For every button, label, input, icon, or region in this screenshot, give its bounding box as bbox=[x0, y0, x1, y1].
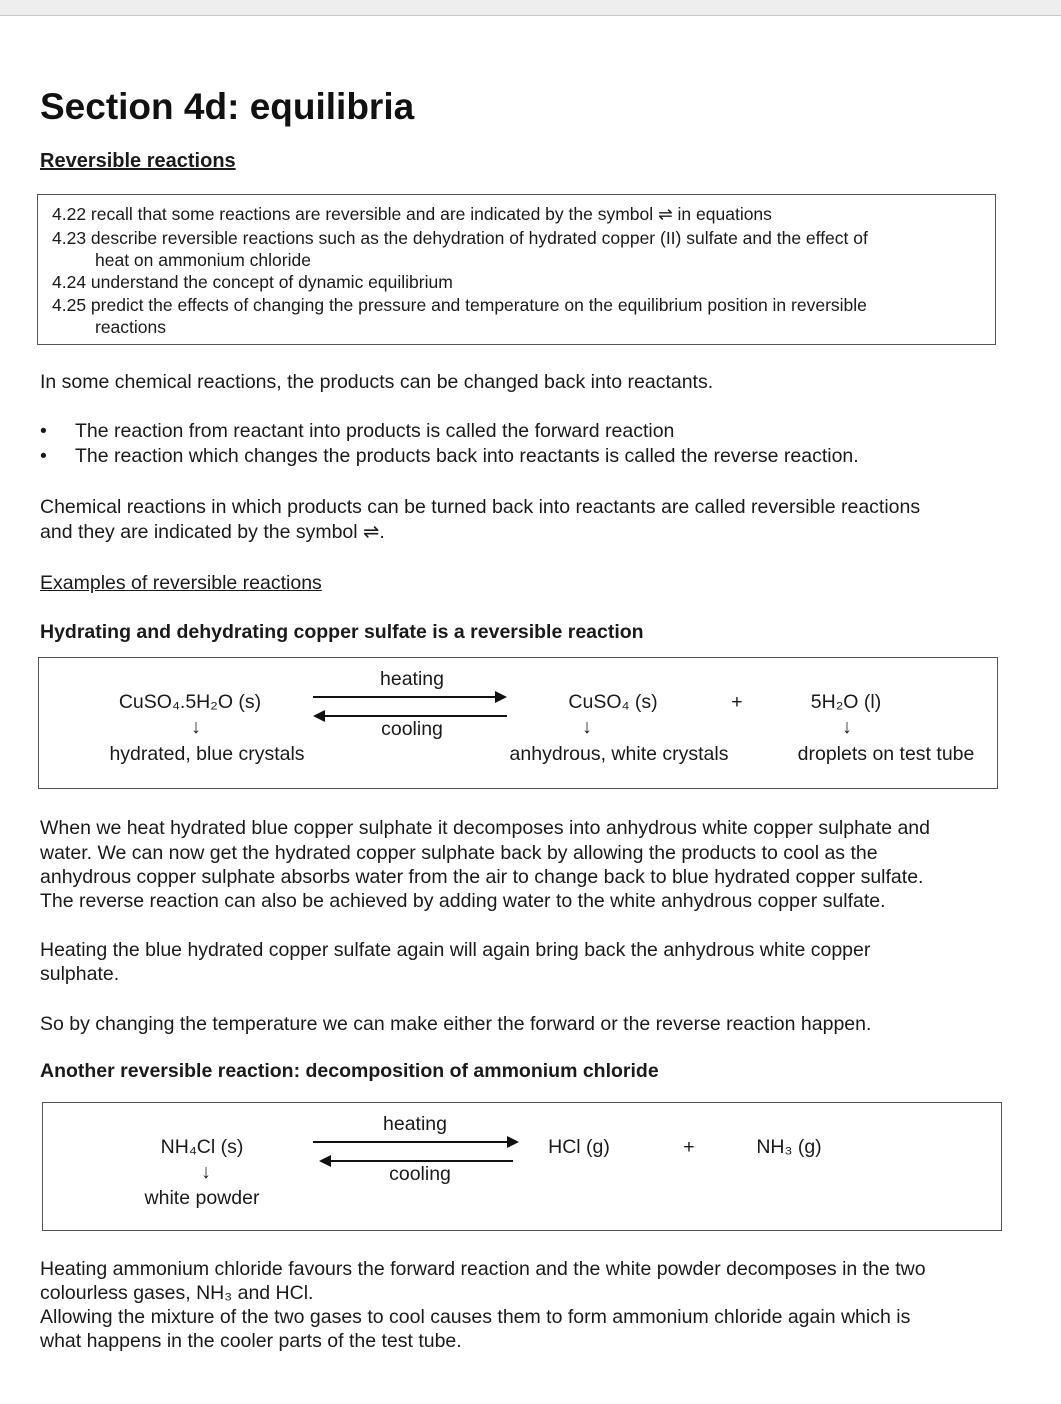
heating-again-line: sulphate. bbox=[40, 963, 120, 985]
forward-arrow-icon bbox=[313, 1141, 517, 1143]
copper-explanation-line: When we heat hydrated blue copper sulphate it decomposes into anhydrous white copper sulphate and bbox=[40, 817, 930, 839]
spec-4-23: 4.23 describe reversible reactions such as the dehydration of hydrated copper (II) sulfate and the effect of bbox=[52, 228, 868, 248]
intro-paragraph: In some chemical reactions, the products can be changed back into reactants. bbox=[40, 371, 714, 393]
down-arrow-icon: ↓ bbox=[191, 716, 201, 738]
product-2-formula: 5H₂O (l) bbox=[810, 691, 882, 713]
reactant-description: hydrated, blue crystals bbox=[109, 743, 305, 765]
bullet-text: The reaction from reactant into products is called the forward reaction bbox=[75, 420, 675, 442]
spec-4-23-cont: heat on ammonium chloride bbox=[95, 250, 311, 270]
bullet-text: The reaction which changes the products back into reactants is called the reverse reaction. bbox=[75, 445, 859, 467]
cooling-label: cooling bbox=[381, 718, 443, 740]
copper-explanation-line: water. We can now get the hydrated copper sulphate back by allowing the products to cool as the bbox=[40, 842, 878, 864]
page-title: Section 4d: equilibria bbox=[40, 86, 415, 127]
ammonium-explanation-line: colourless gases, NH₃ and HCl. bbox=[40, 1282, 314, 1304]
spec-4-25-cont: reactions bbox=[95, 317, 167, 337]
down-arrow-icon: ↓ bbox=[842, 716, 852, 738]
product-1-formula: CuSO₄ (s) bbox=[568, 691, 658, 713]
definition-line-2: and they are indicated by the symbol ⇌. bbox=[40, 521, 385, 543]
reverse-arrow-icon bbox=[321, 1160, 513, 1162]
product-2-description: droplets on test tube bbox=[797, 743, 975, 765]
copper-sulfate-heading: Hydrating and dehydrating copper sulfate is a reversible reaction bbox=[40, 621, 644, 643]
product-1-formula: HCl (g) bbox=[548, 1136, 610, 1158]
reactant-description: white powder bbox=[144, 1187, 260, 1209]
ammonium-explanation-line: Heating ammonium chloride favours the forward reaction and the white powder decomposes in the two bbox=[40, 1258, 926, 1280]
spec-4-22: 4.22 recall that some reactions are reversible and are indicated by the symbol ⇌ in equations bbox=[52, 204, 772, 224]
definition-line-1: Chemical reactions in which products can be turned back into reactants are called reversible reactions bbox=[40, 496, 921, 518]
down-arrow-icon: ↓ bbox=[201, 1161, 211, 1183]
heating-label: heating bbox=[383, 1113, 447, 1135]
bullet-dot: • bbox=[40, 420, 47, 442]
product-1-description: anhydrous, white crystals bbox=[509, 743, 729, 765]
forward-arrow-icon bbox=[313, 696, 505, 698]
spec-4-24: 4.24 understand the concept of dynamic equilibrium bbox=[52, 272, 453, 292]
bullet-dot: • bbox=[40, 445, 47, 467]
product-2-formula: NH₃ (g) bbox=[756, 1136, 822, 1158]
top-bar bbox=[0, 0, 1061, 16]
heating-again-line: Heating the blue hydrated copper sulfate again will again bring back the anhydrous white copper bbox=[40, 939, 871, 961]
spec-4-25: 4.25 predict the effects of changing the pressure and temperature on the equilibrium position in reversible bbox=[52, 295, 867, 315]
ammonium-chloride-heading: Another reversible reaction: decomposition of ammonium chloride bbox=[40, 1060, 659, 1082]
cooling-label: cooling bbox=[389, 1163, 451, 1185]
ammonium-explanation-line: Allowing the mixture of the two gases to cool causes them to form ammonium chloride again which is bbox=[40, 1306, 911, 1328]
reactant-formula: NH₄Cl (s) bbox=[160, 1136, 244, 1158]
copper-explanation-line: anhydrous copper sulphate absorbs water from the air to change back to blue hydrated copper sulfate. bbox=[40, 866, 924, 888]
ammonium-chloride-equation-box bbox=[42, 1102, 1002, 1231]
heating-label: heating bbox=[380, 668, 444, 690]
plus-sign: + bbox=[731, 691, 743, 713]
reactant-formula: CuSO₄.5H₂O (s) bbox=[118, 691, 262, 713]
reverse-arrow-icon bbox=[315, 715, 507, 717]
ammonium-explanation-line: what happens in the cooler parts of the test tube. bbox=[40, 1330, 462, 1352]
down-arrow-icon: ↓ bbox=[582, 716, 592, 738]
temperature-paragraph: So by changing the temperature we can make either the forward or the reverse reaction happen. bbox=[40, 1013, 872, 1035]
examples-heading: Examples of reversible reactions bbox=[40, 572, 322, 594]
plus-sign: + bbox=[683, 1136, 695, 1158]
copper-explanation-line: The reverse reaction can also be achieved by adding water to the white anhydrous copper sulfate. bbox=[40, 890, 886, 912]
specification-box bbox=[37, 194, 996, 345]
copper-sulfate-equation-box bbox=[38, 657, 998, 789]
section-subheading: Reversible reactions bbox=[40, 150, 236, 172]
